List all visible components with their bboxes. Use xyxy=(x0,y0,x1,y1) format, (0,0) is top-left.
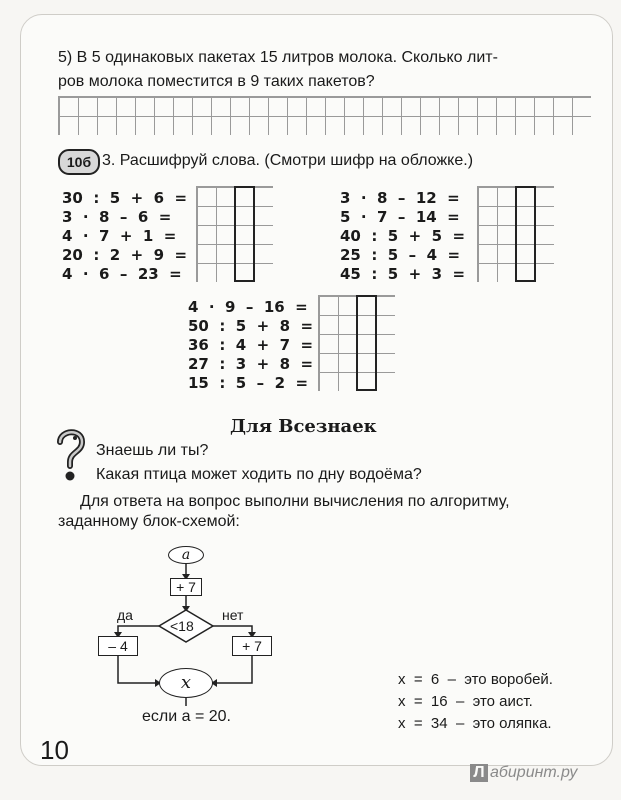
branch-no-label: нет xyxy=(222,607,244,623)
question-know: Знаешь ли ты? xyxy=(96,442,209,459)
question-bird: Какая птица может ходить по дну водоёма? xyxy=(96,466,422,483)
task3-heading: 3. Расшифруй слова. (Смотри шифр на обложке.) xyxy=(102,152,474,169)
section-title: Для Всезнаек xyxy=(230,416,377,437)
answer-stork: x = 16 – это аист. xyxy=(398,693,533,710)
start-node: a xyxy=(168,546,204,564)
equation-center-3: 36 : 4 + 7 = xyxy=(188,336,314,354)
page-number: 10 xyxy=(40,735,69,765)
equation-center-2: 50 : 5 + 8 = xyxy=(188,317,314,335)
branch-yes-label: да xyxy=(117,607,133,623)
result-node: x xyxy=(159,668,213,698)
answer-sparrow: x = 6 – это воробей. xyxy=(398,671,553,688)
equation-center-5: 15 : 5 – 2 = xyxy=(188,374,309,392)
equation-right-4: 25 : 5 – 4 = xyxy=(340,246,461,264)
task5-line1: 5) В 5 одинаковых пакетах 15 литров молока. Сколько лит- xyxy=(58,49,498,66)
watermark-text: абиринт.ру xyxy=(490,764,578,781)
watermark-logo: Л xyxy=(470,764,488,782)
task5-line2: ров молока поместится в 9 таких пакетов? xyxy=(58,73,375,90)
add-seven-box: + 7 xyxy=(170,578,202,596)
equation-left-1: 30 : 5 + 6 = xyxy=(62,189,188,207)
equation-right-1: 3 · 8 – 12 = xyxy=(340,189,460,207)
equation-right-3: 40 : 5 + 5 = xyxy=(340,227,466,245)
minus-four-box: – 4 xyxy=(98,636,138,656)
equation-left-4: 20 : 2 + 9 = xyxy=(62,246,188,264)
condition-label: <18 xyxy=(170,618,194,634)
answer-dipper: x = 34 – это оляпка. xyxy=(398,715,552,732)
flowchart-condition-caption: если a = 20. xyxy=(142,708,231,725)
equation-right-5: 45 : 5 + 3 = xyxy=(340,265,466,283)
equation-left-3: 4 · 7 + 1 = xyxy=(62,227,177,245)
instruction-line1: Для ответа на вопрос выполни вычисления по алгоритму, xyxy=(80,493,510,510)
equation-center-1: 4 · 9 – 16 = xyxy=(188,298,308,316)
equation-left-2: 3 · 8 – 6 = xyxy=(62,208,172,226)
equation-left-5: 4 · 6 – 23 = xyxy=(62,265,182,283)
equation-right-2: 5 · 7 – 14 = xyxy=(340,208,460,226)
equation-center-4: 27 : 3 + 8 = xyxy=(188,355,314,373)
watermark xyxy=(470,764,577,782)
plus-seven-box: + 7 xyxy=(232,636,272,656)
task-number-badge: 10б xyxy=(58,149,100,175)
instruction-line2: заданному блок-схемой: xyxy=(58,513,240,530)
